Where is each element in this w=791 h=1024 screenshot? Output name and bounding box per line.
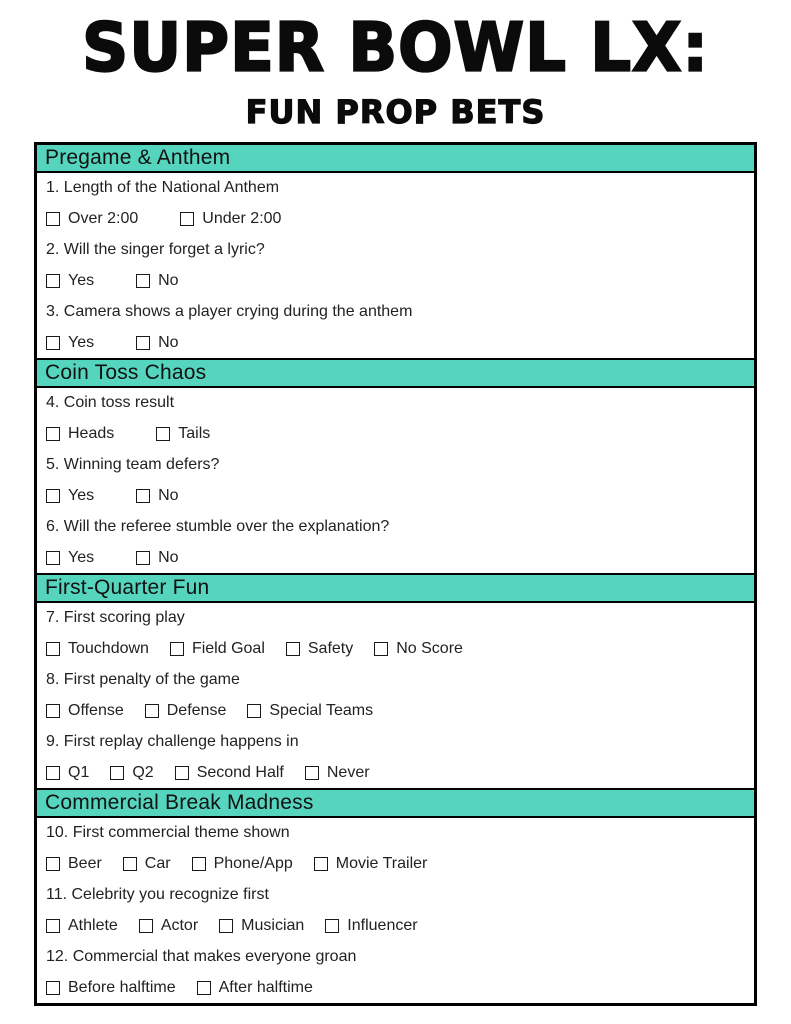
checkbox-label: Yes <box>68 271 95 289</box>
checkbox-label: No <box>158 486 179 504</box>
checkbox-icon[interactable] <box>46 427 60 441</box>
checkbox-label: Q2 <box>132 763 154 781</box>
checkbox-option[interactable] <box>325 917 417 935</box>
section-header: Commercial Break Madness <box>37 788 754 818</box>
checkbox-icon[interactable] <box>145 704 159 718</box>
checkbox-icon[interactable] <box>46 857 60 871</box>
checkbox-icon[interactable] <box>46 212 60 226</box>
checkbox-option[interactable] <box>46 487 94 505</box>
options-row <box>37 327 754 358</box>
checkbox-icon[interactable] <box>192 857 206 871</box>
checkbox-option[interactable] <box>139 917 198 935</box>
checkbox-option[interactable] <box>175 764 284 782</box>
options-row <box>37 757 754 788</box>
checkbox-label: Before halftime <box>68 978 176 996</box>
checkbox-option[interactable] <box>46 979 176 997</box>
checkbox-icon[interactable] <box>46 274 60 288</box>
options-row <box>37 634 754 665</box>
checkbox-icon[interactable] <box>136 551 150 565</box>
checkbox-label: Offense <box>68 701 124 719</box>
checkbox-icon[interactable] <box>197 981 211 995</box>
checkbox-label: Athlete <box>68 916 118 934</box>
checkbox-icon[interactable] <box>136 489 150 503</box>
checkbox-option[interactable] <box>247 702 373 720</box>
checkbox-icon[interactable] <box>374 642 388 656</box>
checkbox-option[interactable] <box>219 917 304 935</box>
checkbox-icon[interactable] <box>136 336 150 350</box>
checkbox-option[interactable] <box>192 855 293 873</box>
checkbox-icon[interactable] <box>314 857 328 871</box>
page-title: SUPER BOWL LX: <box>82 10 709 88</box>
checkbox-option[interactable] <box>314 855 428 873</box>
question-label: 1. Length of the National Anthem <box>37 173 754 204</box>
options-row <box>37 910 754 941</box>
checkbox-icon[interactable] <box>46 551 60 565</box>
options-row <box>37 266 754 297</box>
checkbox-icon[interactable] <box>136 274 150 288</box>
checkbox-option[interactable] <box>180 210 281 228</box>
checkbox-icon[interactable] <box>219 919 233 933</box>
checkbox-label: After halftime <box>218 978 313 996</box>
checkbox-option[interactable] <box>46 334 94 352</box>
question-label: 10. First commercial theme shown <box>37 818 754 849</box>
checkbox-label: Phone/App <box>213 855 293 872</box>
checkbox-icon[interactable] <box>156 427 170 441</box>
checkbox-label: No <box>158 548 179 566</box>
section <box>37 145 754 358</box>
checkbox-option[interactable] <box>197 979 313 997</box>
checkbox-icon[interactable] <box>170 642 184 656</box>
checkbox-label: Heads <box>68 425 115 443</box>
checkbox-label: Field Goal <box>191 640 265 658</box>
checkbox-label: Tails <box>178 425 211 443</box>
checkbox-label: Beer <box>68 855 102 872</box>
checkbox-label: Yes <box>68 486 95 504</box>
checkbox-option[interactable] <box>46 640 149 658</box>
checkbox-option[interactable] <box>46 210 138 228</box>
checkbox-label: Under 2:00 <box>202 210 282 228</box>
checkbox-option[interactable] <box>156 425 210 443</box>
question-label: 12. Commercial that makes everyone groan <box>37 941 754 972</box>
options-row <box>37 480 754 511</box>
checkbox-option[interactable] <box>110 764 153 782</box>
options-row <box>37 972 754 1003</box>
page-subtitle: FUN PROP BETS <box>245 93 546 132</box>
checkbox-icon[interactable] <box>325 919 339 933</box>
checkbox-label: Safety <box>307 640 354 658</box>
checkbox-option[interactable] <box>46 702 124 720</box>
checkbox-option[interactable] <box>46 764 89 782</box>
checkbox-icon[interactable] <box>139 919 153 933</box>
checkbox-icon[interactable] <box>46 919 60 933</box>
checkbox-label: No <box>158 271 179 289</box>
section-header: First-Quarter Fun <box>37 573 754 603</box>
section <box>37 358 754 573</box>
question-label: 9. First replay challenge happens in <box>37 726 754 757</box>
checkbox-option[interactable] <box>46 549 94 567</box>
checkbox-label: No <box>158 333 179 351</box>
checkbox-option[interactable] <box>286 640 353 658</box>
checkbox-icon[interactable] <box>305 766 319 780</box>
options-row <box>37 204 754 235</box>
question-label: 3. Camera shows a player crying during the anthem <box>37 296 754 327</box>
checkbox-label: Touchdown <box>68 640 149 658</box>
checkbox-label: Q1 <box>68 763 90 781</box>
checkbox-label: No Score <box>396 640 463 658</box>
checkbox-option[interactable] <box>123 855 171 873</box>
checkbox-label: Car <box>144 855 171 872</box>
checkbox-icon[interactable] <box>46 642 60 656</box>
checkbox-option[interactable] <box>46 855 102 873</box>
question-label: 5. Winning team defers? <box>37 450 754 481</box>
checkbox-icon[interactable] <box>46 981 60 995</box>
checkbox-label: Second Half <box>196 763 284 781</box>
question-label: 11. Celebrity you recognize first <box>37 879 754 910</box>
checkbox-icon[interactable] <box>247 704 261 718</box>
options-row <box>37 849 754 880</box>
checkbox-option[interactable] <box>305 764 370 782</box>
checkbox-icon[interactable] <box>46 489 60 503</box>
checkbox-label: Yes <box>68 548 95 566</box>
question-label: 7. First scoring play <box>37 603 754 634</box>
checkbox-icon[interactable] <box>175 766 189 780</box>
checkbox-option[interactable] <box>46 917 118 935</box>
checkbox-option[interactable] <box>136 487 178 505</box>
checkbox-option[interactable] <box>136 272 178 290</box>
checkbox-option[interactable] <box>136 549 178 567</box>
checkbox-option[interactable] <box>374 640 463 658</box>
question-label: 8. First penalty of the game <box>37 665 754 696</box>
checkbox-label: Yes <box>68 333 95 351</box>
checkbox-label: Over 2:00 <box>68 210 139 228</box>
prop-bets-table <box>34 142 757 1006</box>
checkbox-icon[interactable] <box>180 212 194 226</box>
checkbox-label: Movie Trailer <box>335 855 428 872</box>
section-header: Coin Toss Chaos <box>37 358 754 388</box>
checkbox-option[interactable] <box>145 702 227 720</box>
checkbox-label: Never <box>326 763 370 781</box>
checkbox-option[interactable] <box>46 425 114 443</box>
checkbox-icon[interactable] <box>46 336 60 350</box>
options-row <box>37 419 754 450</box>
question-label: 4. Coin toss result <box>37 388 754 419</box>
checkbox-label: Special Teams <box>269 701 374 719</box>
checkbox-label: Musician <box>241 916 305 934</box>
section-header: Pregame & Anthem <box>37 145 754 173</box>
question-label: 6. Will the referee stumble over the explanation? <box>37 511 754 542</box>
checkbox-label: Actor <box>160 916 199 934</box>
checkbox-icon[interactable] <box>123 857 137 871</box>
options-row <box>37 695 754 726</box>
options-row <box>37 542 754 573</box>
checkbox-option[interactable] <box>170 640 265 658</box>
checkbox-option[interactable] <box>46 272 94 290</box>
checkbox-option[interactable] <box>136 334 178 352</box>
section <box>37 573 754 788</box>
checkbox-icon[interactable] <box>46 766 60 780</box>
page <box>0 4 791 1024</box>
checkbox-label: Influencer <box>347 916 418 934</box>
checkbox-icon[interactable] <box>110 766 124 780</box>
checkbox-icon[interactable] <box>286 642 300 656</box>
section <box>37 788 754 1003</box>
checkbox-icon[interactable] <box>46 704 60 718</box>
checkbox-label: Defense <box>166 701 227 719</box>
question-label: 2. Will the singer forget a lyric? <box>37 235 754 266</box>
